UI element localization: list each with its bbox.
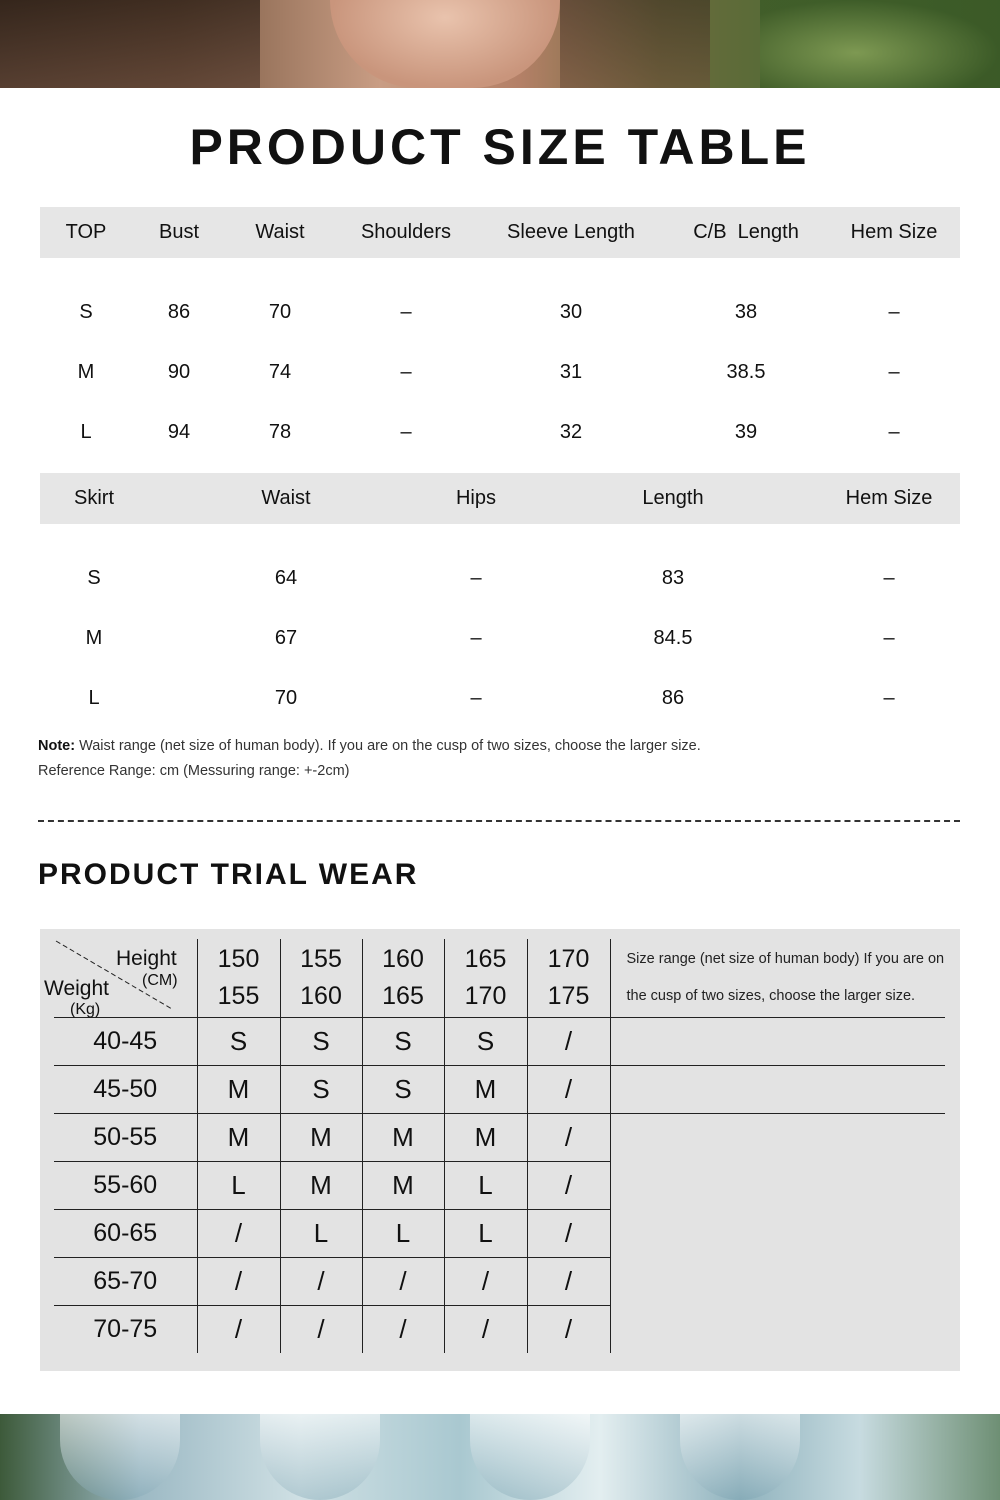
trial-header-row [54,939,945,1018]
table-cell: 39 [734,420,758,443]
table-cell: 70 [274,686,298,709]
model-photo-bottom [0,1414,1000,1500]
table-cell: 83 [661,566,685,589]
skirt-size-table [40,473,960,728]
size-cell: / [527,1258,610,1306]
size-cell: M [444,1114,527,1162]
table-cell: – [883,566,895,589]
table-row [40,668,960,728]
height-range-header [197,939,280,1018]
column-header: Hips [424,473,528,524]
trial-wear-title: PRODUCT TRIAL WEAR [38,858,419,891]
size-cell: / [197,1210,280,1258]
weight-range-cell: 70-75 [54,1306,197,1354]
column-header: Waist [226,207,334,258]
size-cell: L [362,1210,444,1258]
height-to: 170 [464,982,507,1010]
table-cell: – [470,566,482,589]
height-from: 160 [382,945,424,973]
size-cell: M [280,1162,362,1210]
size-cell: / [527,1114,610,1162]
weight-range-cell: 50-55 [54,1114,197,1162]
table-row [40,282,960,342]
table-cell: – [883,626,895,649]
column-header: Skirt [40,473,148,524]
weight-range-cell: 65-70 [54,1258,197,1306]
size-note [38,738,701,754]
size-cell: L [80,420,92,443]
column-header: Hem Size [818,473,960,524]
size-range-note: Size range (net size of human body) If you are on the cusp of two sizes, choose the larger size. [610,939,945,1018]
height-from: 155 [300,945,342,973]
column-header: Bust [132,207,226,258]
reference-range-note: Reference Range: cm (Messuring range: +-2cm) [38,763,350,779]
table-cell: 64 [274,566,298,589]
size-cell: M [85,626,103,649]
table-cell: – [888,360,900,383]
size-cell: L [197,1162,280,1210]
table-cell: 67 [274,626,298,649]
height-to: 155 [217,982,260,1010]
table-row [40,608,960,668]
page-title: PRODUCT SIZE TABLE [189,119,811,175]
size-cell: L [280,1210,362,1258]
size-cell: M [362,1114,444,1162]
size-cell: M [197,1066,280,1114]
table-cell: 94 [167,420,191,443]
note-label: Note: [38,738,76,754]
size-cell: L [444,1162,527,1210]
size-cell: / [362,1306,444,1354]
skirt-table-header-row [40,473,960,524]
size-cell: / [527,1306,610,1354]
table-cell: – [400,360,412,383]
size-cell: / [444,1306,527,1354]
table-cell: 74 [268,360,292,383]
table-cell: – [470,686,482,709]
table-cell: – [470,626,482,649]
top-size-table [40,207,960,462]
table-row [54,1066,945,1114]
size-cell: S [362,1018,444,1066]
size-cell: M [444,1066,527,1114]
size-cell: / [527,1210,610,1258]
size-cell: L [88,686,100,709]
weight-axis-label: Weight [44,977,109,1000]
table-cell: – [400,420,412,443]
table-cell: 38.5 [726,360,766,383]
column-header: Length [528,473,818,524]
side-blank-cell [610,1018,945,1066]
section-divider [38,820,960,822]
side-blank-cell [610,1066,945,1114]
size-cell: S [87,566,101,589]
table-cell: 78 [268,420,292,443]
size-cell: M [77,360,95,383]
corner-cell [44,939,197,1018]
weight-range-cell: 45-50 [54,1066,197,1114]
height-range-header [280,939,362,1018]
table-cell: – [400,300,412,323]
table-cell: – [888,300,900,323]
size-cell: / [197,1306,280,1354]
size-cell: / [527,1066,610,1114]
height-axis-label: Height [116,947,177,970]
top-table-header-row [40,207,960,258]
table-row [54,1018,945,1066]
weight-range-cell: 40-45 [54,1018,197,1066]
note-text: Waist range (net size of human body). If you are on the cusp of two sizes, choose the larger size. [75,738,701,754]
size-cell: / [527,1018,610,1066]
model-photo-top [0,0,1000,88]
size-cell: S [362,1066,444,1114]
column-header: TOP [40,207,132,258]
column-header: Shoulders [334,207,478,258]
table-cell: 38 [734,300,758,323]
column-header: Hem Size [828,207,960,258]
height-from: 150 [217,945,260,973]
table-cell: – [888,420,900,443]
table-cell: 90 [167,360,191,383]
size-cell: M [197,1114,280,1162]
table-cell: 86 [661,686,685,709]
table-cell: 31 [559,360,583,383]
size-cell: S [197,1018,280,1066]
table-row [40,548,960,608]
column-header: C/B Length [664,207,828,258]
table-row [40,402,960,462]
size-cell: M [362,1162,444,1210]
size-cell: / [362,1258,444,1306]
weight-unit-label: (Kg) [70,1001,101,1018]
column-header: Waist [148,473,424,524]
table-cell: 84.5 [653,626,693,649]
size-cell: / [280,1306,362,1354]
table-cell: 30 [559,300,583,323]
table-cell: 86 [167,300,191,323]
height-unit-label: (CM) [142,972,178,989]
size-cell: M [280,1114,362,1162]
size-cell: / [280,1258,362,1306]
height-to: 165 [382,982,424,1010]
size-cell: / [527,1162,610,1210]
table-cell: 70 [268,300,292,323]
height-from: 165 [464,945,507,973]
height-to: 175 [547,982,590,1010]
side-blank-area [610,1114,945,1354]
trial-wear-table [44,939,945,1353]
height-range-header [527,939,610,1018]
column-header: Sleeve Length [478,207,664,258]
size-cell: / [444,1258,527,1306]
size-cell: S [280,1066,362,1114]
height-to: 160 [300,982,342,1010]
size-cell: / [197,1258,280,1306]
trial-wear-panel [40,929,960,1371]
table-row [54,1114,945,1162]
table-cell: 32 [559,420,583,443]
height-range-header [444,939,527,1018]
table-row [40,342,960,402]
size-cell: S [79,300,93,323]
size-cell: L [444,1210,527,1258]
weight-range-cell: 55-60 [54,1162,197,1210]
height-from: 170 [547,945,590,973]
size-cell: S [280,1018,362,1066]
height-range-header [362,939,444,1018]
size-cell: S [444,1018,527,1066]
table-cell: – [883,686,895,709]
weight-range-cell: 60-65 [54,1210,197,1258]
